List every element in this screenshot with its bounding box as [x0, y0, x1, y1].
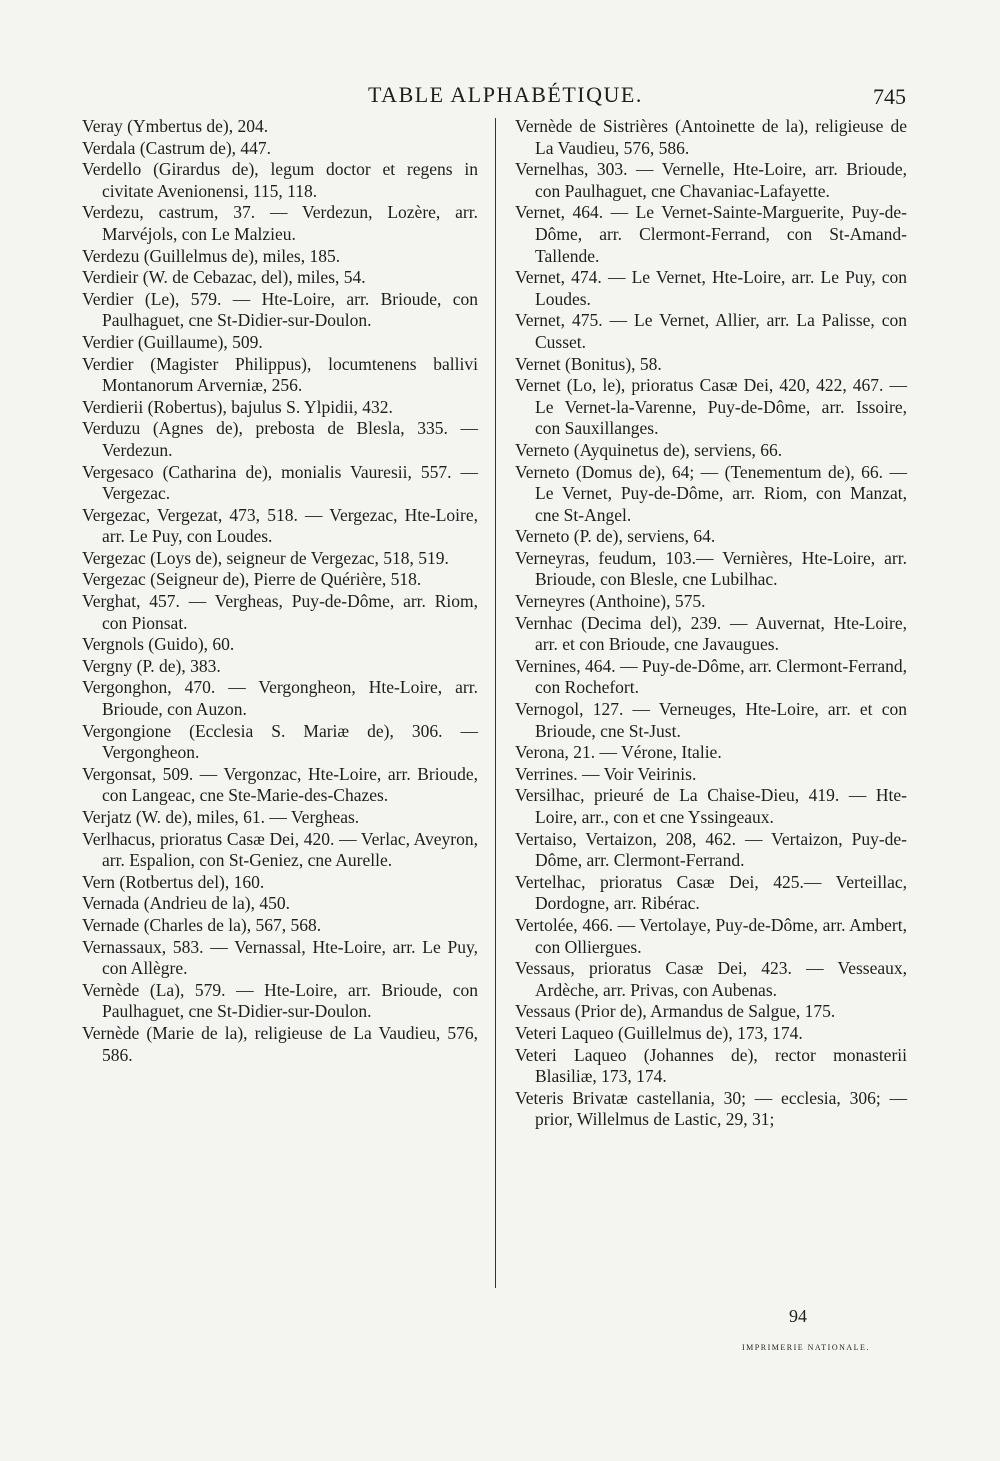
- index-entry: Vernelhas, 303. — Vernelle, Hte-Loire, arr. Brioude, con Paulhaguet, cne Chavaniac-Lafayette.: [515, 159, 907, 201]
- left-column: [82, 116, 478, 1066]
- index-entry: Vernogol, 127. — Verneuges, Hte-Loire, arr. et con Brioude, cne St-Just.: [515, 699, 907, 741]
- index-entry: Vertelhac, prioratus Casæ Dei, 425.— Verteillac, Dordogne, arr. Ribérac.: [515, 871, 907, 914]
- page-header: [0, 82, 1000, 112]
- index-entry: Verdezu, castrum, 37. — Verdezun, Lozère, arr. Marvéjols, con Le Malzieu.: [82, 202, 478, 244]
- index-entry: Verdieir (W. de Cebazac, del), miles, 54.: [82, 267, 366, 288]
- index-entry: Vernines, 464. — Puy-de-Dôme, arr. Clermont-Ferrand, con Rochefort.: [515, 655, 907, 698]
- index-entry: Verlhacus, prioratus Casæ Dei, 420. — Verlac, Aveyron, arr. Espalion, con St-Geniez, cne Aurelle.: [82, 828, 478, 871]
- index-entry: Veray (Ymbertus de), 204.: [82, 116, 269, 136]
- index-entry: Vernada (Andrieu de la), 450.: [82, 893, 290, 914]
- index-entry: Vessaus, prioratus Casæ Dei, 423. — Vesseaux, Ardèche, arr. Privas, con Aubenas.: [515, 958, 907, 1000]
- index-entry: Verneyras, feudum, 103.— Vernières, Hte-Loire, arr. Brioude, con Blesle, cne Lubilhac.: [515, 547, 907, 590]
- column-divider: [495, 118, 496, 1288]
- imprint-line: IMPRIMERIE NATIONALE.: [742, 1343, 870, 1352]
- index-entry: Vertaiso, Vertaizon, 208, 462. — Vertaizon, Puy-de-Dôme, arr. Clermont-Ferrand.: [515, 828, 907, 871]
- index-entry: Verdier (Magister Philippus), locumtenens ballivi Montanorum Arverniæ, 256.: [82, 353, 478, 396]
- index-entry: Verduzu (Agnes de), prebosta de Blesla, 335. — Verdezun.: [82, 418, 478, 460]
- page-number: 745: [873, 84, 906, 109]
- running-title: TABLE ALPHABÉTIQUE.: [368, 82, 643, 107]
- index-entry: Vergnols (Guido), 60.: [82, 634, 235, 655]
- index-entry: Vernet, 475. — Le Vernet, Allier, arr. La Palisse, con Cusset.: [515, 310, 907, 352]
- index-entry: Vessaus (Prior de), Armandus de Salgue, 175.: [515, 1001, 836, 1022]
- index-entry: Vernhac (Decima del), 239. — Auvernat, Hte-Loire, arr. et con Brioude, cne Javaugues.: [515, 612, 907, 655]
- index-entry: Verghat, 457. — Vergheas, Puy-de-Dôme, arr. Riom, con Pionsat.: [82, 591, 478, 633]
- index-entry: Vergonghon, 470. — Vergongheon, Hte-Loire, arr. Brioude, con Auzon.: [82, 677, 478, 720]
- index-entry: Verdala (Castrum de), 447.: [82, 137, 272, 158]
- index-entry: Verdello (Girardus de), legum doctor et regens in civitate Avenionensi, 115, 118.: [82, 159, 478, 201]
- index-entry: Vergezac (Loys de), seigneur de Vergezac, 518, 519.: [82, 547, 449, 568]
- index-entry: Verona, 21. — Vérone, Italie.: [515, 742, 722, 763]
- index-entry: Vernet, 474. — Le Vernet, Hte-Loire, arr. Le Puy, con Loudes.: [515, 267, 907, 309]
- index-entry: Vernade (Charles de la), 567, 568.: [82, 914, 322, 935]
- index-entry: Vergongione (Ecclesia S. Mariæ de), 306. — Vergongheon.: [82, 720, 478, 763]
- index-entry: Verdierii (Robertus), bajulus S. Ylpidii, 432.: [82, 396, 393, 417]
- index-entry: Vernède (Marie de la), religieuse de La Vaudieu, 576, 586.: [82, 1022, 478, 1065]
- right-column: [515, 116, 907, 1131]
- index-entry: Vergonsat, 509. — Vergonzac, Hte-Loire, arr. Brioude, con Langeac, cne Ste-Marie-des-Chazes.: [82, 763, 478, 806]
- index-entry: Verneto (Domus de), 64; — (Tenementum de), 66. — Le Vernet, Puy-de-Dôme, arr. Riom, con Manzat, cne St-Angel.: [515, 461, 907, 525]
- index-entry: Veteris Brivatæ castellania, 30; — ecclesia, 306; — prior, Willelmus de Lastic, 29, 31;: [515, 1087, 907, 1130]
- index-entry: Vergesaco (Catharina de), monialis Vauresii, 557. — Vergezac.: [82, 461, 478, 504]
- index-entry: Vernède de Sistrières (Antoinette de la), religieuse de La Vaudieu, 576, 586.: [515, 116, 907, 158]
- index-entry: Verneto (Ayquinetus de), serviens, 66.: [515, 439, 783, 460]
- index-entry: Vergezac (Seigneur de), Pierre de Quérière, 518.: [82, 569, 422, 590]
- index-entry: Vertolée, 466. — Vertolaye, Puy-de-Dôme, arr. Ambert, con Olliergues.: [515, 914, 907, 957]
- index-entry: Vergny (P. de), 383.: [82, 655, 221, 676]
- index-entry: Verdezu (Guillelmus de), miles, 185.: [82, 245, 341, 266]
- index-entry: Verdier (Le), 579. — Hte-Loire, arr. Brioude, con Paulhaguet, cne St-Didier-sur-Doulon.: [82, 288, 478, 331]
- signature-mark: 94: [789, 1306, 807, 1326]
- index-entry: Verneto (P. de), serviens, 64.: [515, 526, 716, 547]
- index-entry: Vernassaux, 583. — Vernassal, Hte-Loire, arr. Le Puy, con Allègre.: [82, 936, 478, 979]
- index-entry: Veteri Laqueo (Guillelmus de), 173, 174.: [515, 1022, 803, 1043]
- index-entry: Vergezac, Vergezat, 473, 518. — Vergezac, Hte-Loire, arr. Le Puy, con Loudes.: [82, 504, 478, 547]
- index-entry: Vernède (La), 579. — Hte-Loire, arr. Brioude, con Paulhaguet, cne St-Didier-sur-Doulon.: [82, 979, 478, 1022]
- index-entry: Vern (Rotbertus del), 160.: [82, 871, 265, 892]
- index-entry: Verjatz (W. de), miles, 61. — Vergheas.: [82, 807, 360, 827]
- index-entry: Vernet, 464. — Le Vernet-Sainte-Marguerite, Puy-de-Dôme, arr. Clermont-Ferrand, con St-Amand-Tallende.: [515, 202, 907, 266]
- index-entry: Veteri Laqueo (Johannes de), rector monasterii Blasiliæ, 173, 174.: [515, 1044, 907, 1087]
- index-entry: Verneyres (Anthoine), 575.: [515, 591, 706, 612]
- index-entry: Vernet (Lo, le), prioratus Casæ Dei, 420, 422, 467. — Le Vernet-la-Varenne, Puy-de-Dôme, arr. Issoire, con Sauxillanges.: [515, 375, 907, 439]
- index-entry: Versilhac, prieuré de La Chaise-Dieu, 419. — Hte-Loire, arr., con et cne Yssingeaux.: [515, 785, 907, 827]
- index-entry: Verdier (Guillaume), 509.: [82, 331, 263, 352]
- index-entry: Vernet (Bonitus), 58.: [515, 353, 662, 374]
- index-entry: Verrines. — Voir Veirinis.: [515, 763, 697, 784]
